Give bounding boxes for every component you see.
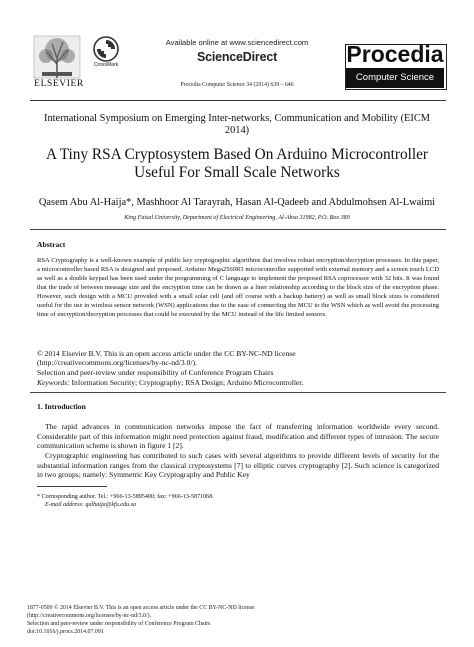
intro-paragraph-2: Cryptographic engineering has contributed to such cases with several algorithms to provide different levels of security for the substantial information ranges from the classical cryptosystems [7] to elliptic curves cryptography [2]. Such science is categorized in two groups; namely: Symmetric Key Cryptography and Public Key xyxy=(37,451,439,479)
available-online-text: Available online at www.sciencedirect.com xyxy=(165,38,309,47)
journal-citation: Procedia Computer Science 34 (2014) 639 – 646 xyxy=(180,82,294,88)
doi-link[interactable]: doi:10.1016/j.procs.2014.07.091 xyxy=(27,629,104,635)
author-list: Qasem Abu Al-Haija*, Mashhoor Al Tarayrah, Hasan Al-Qadeeb and Abdulmohsen Al-Lwaimi xyxy=(38,197,436,208)
sciencedirect-logo: ScienceDirect xyxy=(196,50,278,64)
license-link[interactable]: (http://creativecommons.org/licenses/by-nc-nd/3.0/). xyxy=(37,358,197,368)
footnote-rule xyxy=(37,486,107,487)
procedia-logo-title: Procedia xyxy=(346,41,444,67)
abstract-body: RSA Cryptography is a well-known example of public key cryptographic algorithms that involves robust encryption/decryption processes. In this paper, a microcontroller based RSA is designed and proposed. Arduino Mega2560R3 microcontroller supported with external memory and a screen touch LCD as well as a double keypad has been used under the programming of C language to implement the proposed RSA coprocessor with 32 bits. It was found that the trade of between message size and the encryption time can be drawn as a liner relationship according to the block size of the encryption phase. However, such design with a MCU provided with a small solar cell (and off course with a backup battery) as well as small block sizes is considered useful for the use in wireless sensor network (WSN) applications due to the ease of connecting the MCU to the WSN which as well avoid the processing time of encryption/decryption processes that could be executed by the MCU instead of the life limited sensors. xyxy=(37,257,439,319)
abstract-divider xyxy=(30,229,446,230)
procedia-logo-subtitle: Computer Science xyxy=(346,68,444,88)
footnote-email: E-mail address: qalhaija@kfu.edu.sa xyxy=(45,502,137,508)
copyright-line-3: Selection and peer-review under responsibility of Conference Program Chairs xyxy=(37,367,274,377)
bottom-license-block xyxy=(27,604,447,636)
bottom-line-1: 1877-0509 © 2014 Elsevier B.V. This is an open access article under the CC BY-NC-ND license xyxy=(27,605,255,611)
section-heading-introduction: 1. Introduction xyxy=(37,402,86,411)
keywords xyxy=(37,378,439,387)
copyright-notice xyxy=(37,349,439,377)
keywords-text: Information Security; Cryptography; RSA Design; Arduino Microcontroller. xyxy=(69,378,304,387)
abstract-heading: Abstract xyxy=(37,240,66,249)
header-divider xyxy=(30,100,446,101)
intro-paragraph-1: The rapid advances in communication networks impose the fact of transferring information worldwide every second. Considerable part of this information might need protection against fraud, modification and different types of intrusion. The secure communication scheme is shown in figure 1 [2]. xyxy=(37,422,439,450)
bottom-line-3: Selection and peer-review under responsibility of Conference Program Chairs xyxy=(27,621,211,627)
elsevier-wordmark: ELSEVIER xyxy=(34,79,84,89)
footnote-corresponding-author: * Corresponding author. Tel.: +966-13-5895400; fax: +966-13-5871068. xyxy=(37,494,214,500)
author-affiliation: King Faisal University, Department of Electrical Engineering, Al-Ahsa 31982, P.O. Box 380 xyxy=(124,215,350,221)
paper-title: A Tiny RSA Cryptosystem Based On Arduino Microcontroller Useful For Small Scale Networks xyxy=(45,146,428,181)
crossmark-label: CrossMark xyxy=(93,62,119,68)
keywords-label: Keywords: xyxy=(37,378,70,387)
bottom-license-link[interactable]: (http://creativecommons.org/licenses/by-nc-nd/3.0/). xyxy=(27,613,152,619)
copyright-line-1: © 2014 Elsevier B.V. This is an open access article under the CC BY-NC-ND license xyxy=(37,349,296,358)
conference-name: International Symposium on Emerging Inter-networks, Communication and Mobility (EICM 2014) xyxy=(43,113,431,136)
keywords-divider xyxy=(30,392,446,393)
crossmark-icon[interactable] xyxy=(93,36,119,62)
